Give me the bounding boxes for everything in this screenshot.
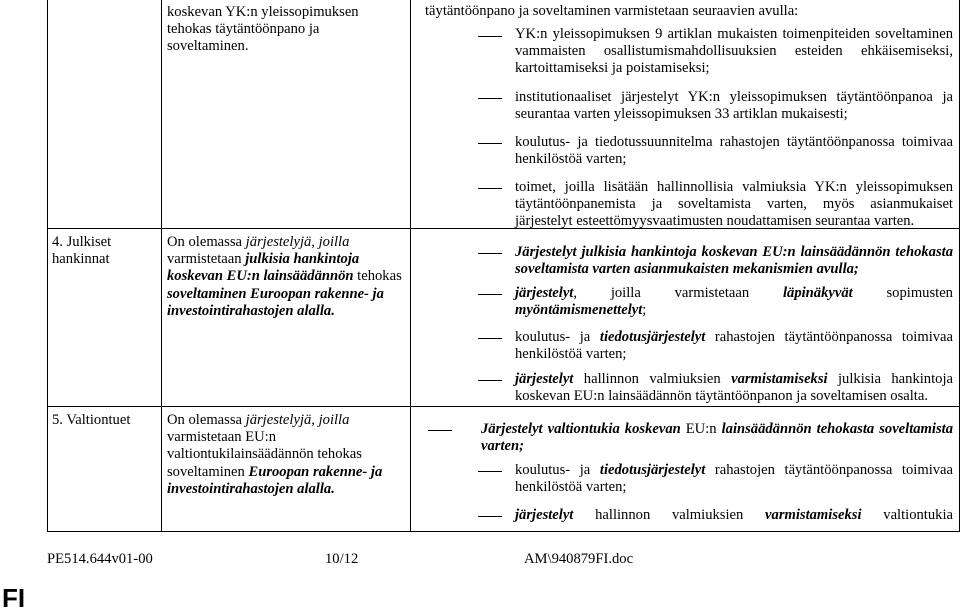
text-run: tiedotusjärjestelyt [599, 462, 706, 478]
text-run: On olemassa [167, 412, 246, 428]
text-run: rahastojen täytäntöönpanossa toimivaa henkilöstöä varten; [515, 329, 953, 363]
row5-number: 5. Valtiontuet [52, 412, 131, 428]
text-run: Euroopan rakenne- ja investointirahastojen alalla. [167, 463, 383, 497]
bullet-dash [428, 430, 452, 431]
table-rule-col3 [410, 0, 411, 532]
row5-condition [167, 412, 402, 498]
text-run: varmistamiseksi [731, 371, 828, 387]
row4-number: 4. Julkiset hankinnat [52, 234, 112, 268]
footer-doc-name: AM\940879FI.doc [524, 551, 634, 567]
text-run: järjestelyt [515, 371, 574, 387]
top-item-4: toimet, joilla lisätään hallinnollisia valmiuksia YK:n yleissopimuksen täytäntöönpanemista ja soveltamista varten, myös asianmukaiset järjestelyt esteettömyysvaatimusten noudattamisen seurantaa varten. [515, 179, 953, 230]
text-run: valtiontukia [861, 507, 953, 523]
text-run: On olemassa [167, 234, 246, 250]
bullet-dash [478, 294, 502, 295]
text-run: tiedotusjärjestelyt [599, 329, 706, 345]
bullet-dash [478, 338, 502, 339]
text-run: järjestelyjä, joilla [245, 234, 350, 250]
bullet-dash [478, 36, 502, 37]
top-item-2: institutionaaliset järjestelyt YK:n yleissopimuksen täytäntöönpanoa ja seurantaa varten yleissopimuksen 33 artiklan mukaisesti; [515, 89, 953, 123]
text-run: Järjestelyt valtiontukia koskevan [481, 421, 681, 437]
row5-sub-2 [515, 507, 953, 524]
text-run: koulutus- ja [515, 462, 600, 478]
text-run: tehokas [353, 268, 402, 285]
text-run: julkisia hankintoja koskevan EU:n lainsäädännön täytäntöönpanon ja soveltamisen osalta. [515, 371, 953, 405]
table-rule-row5-top [47, 406, 960, 407]
language-code: FI [2, 583, 26, 613]
bullet-dash [478, 143, 502, 144]
text-run: hallinnon valmiuksien [573, 371, 732, 387]
bullet-dash [478, 380, 502, 381]
text-run: läpinäkyvät [782, 285, 853, 301]
row4-sub-3 [515, 371, 953, 405]
footer-reference: PE514.644v01-00 [47, 551, 153, 567]
text-run: EU:n [680, 421, 722, 437]
top-item-3: koulutus- ja tiedotussuunnitelma rahastojen täytäntöönpanossa toimivaa henkilöstöä varten; [515, 134, 953, 168]
row5-criterion [481, 421, 953, 455]
row4-sub-2 [515, 329, 953, 363]
text-run: soveltaminen Euroopan rakenne- ja investointirahastojen alalla. [167, 285, 384, 319]
top-condition-text: koskevan YK:n yleissopimuksen tehokas täytäntöönpano ja soveltaminen. [167, 4, 359, 55]
row5-sub-1 [515, 462, 953, 496]
table-rule-bottom [47, 531, 960, 532]
text-run: hallinnon valmiuksien [573, 507, 766, 523]
text-run: sopimusten [852, 285, 953, 301]
row4-sub-1 [515, 285, 953, 319]
text-run: rahastojen täytäntöönpanossa toimivaa henkilöstöä varten; [515, 462, 953, 496]
text-run: järjestelyjä, joilla [245, 412, 350, 428]
text-run: ; [642, 302, 647, 319]
bullet-dash [478, 98, 502, 99]
top-item-1: YK:n yleissopimuksen 9 artiklan mukaisten toimenpiteiden soveltaminen vammaisten osallistumismahdollisuuksien esteiden ehkäisemiseksi, kartoittamiseksi ja poistamiseksi; [515, 26, 953, 77]
text-run: varmistetaan [167, 251, 246, 268]
bullet-dash [478, 471, 502, 472]
footer-page-number: 10/12 [325, 551, 359, 567]
text-run: varmistetaan EU:n valtiontukilainsäädännön tehokas soveltaminen [167, 429, 362, 480]
bullet-dash [478, 188, 502, 189]
text-run: järjestelyt [515, 507, 574, 523]
text-run: järjestelyt [515, 285, 574, 301]
table-rule-col2 [161, 0, 162, 532]
text-run: myöntämismenettelyt [515, 302, 643, 319]
bullet-dash [478, 253, 502, 254]
text-run: koulutus- ja [515, 329, 600, 345]
text-run: lainsäädännön tehokasta soveltamista varten; [481, 421, 953, 455]
text-run: julkisia hankintoja koskevan EU:n lainsäädännön [167, 251, 360, 285]
text-run: varmistamiseksi [765, 507, 862, 523]
text-run: , joilla varmistetaan [573, 285, 783, 301]
bullet-dash [478, 516, 502, 517]
table-rule-left [47, 0, 48, 532]
row4-criterion: Järjestelyt julkisia hankintoja koskevan EU:n lainsäädännön tehokasta soveltamista varten asianmukaisten mekanismien avulla; [515, 244, 953, 278]
row4-condition [167, 234, 402, 320]
top-intro-text: täytäntöönpano ja soveltaminen varmistetaan seuraavien avulla: [425, 3, 799, 19]
